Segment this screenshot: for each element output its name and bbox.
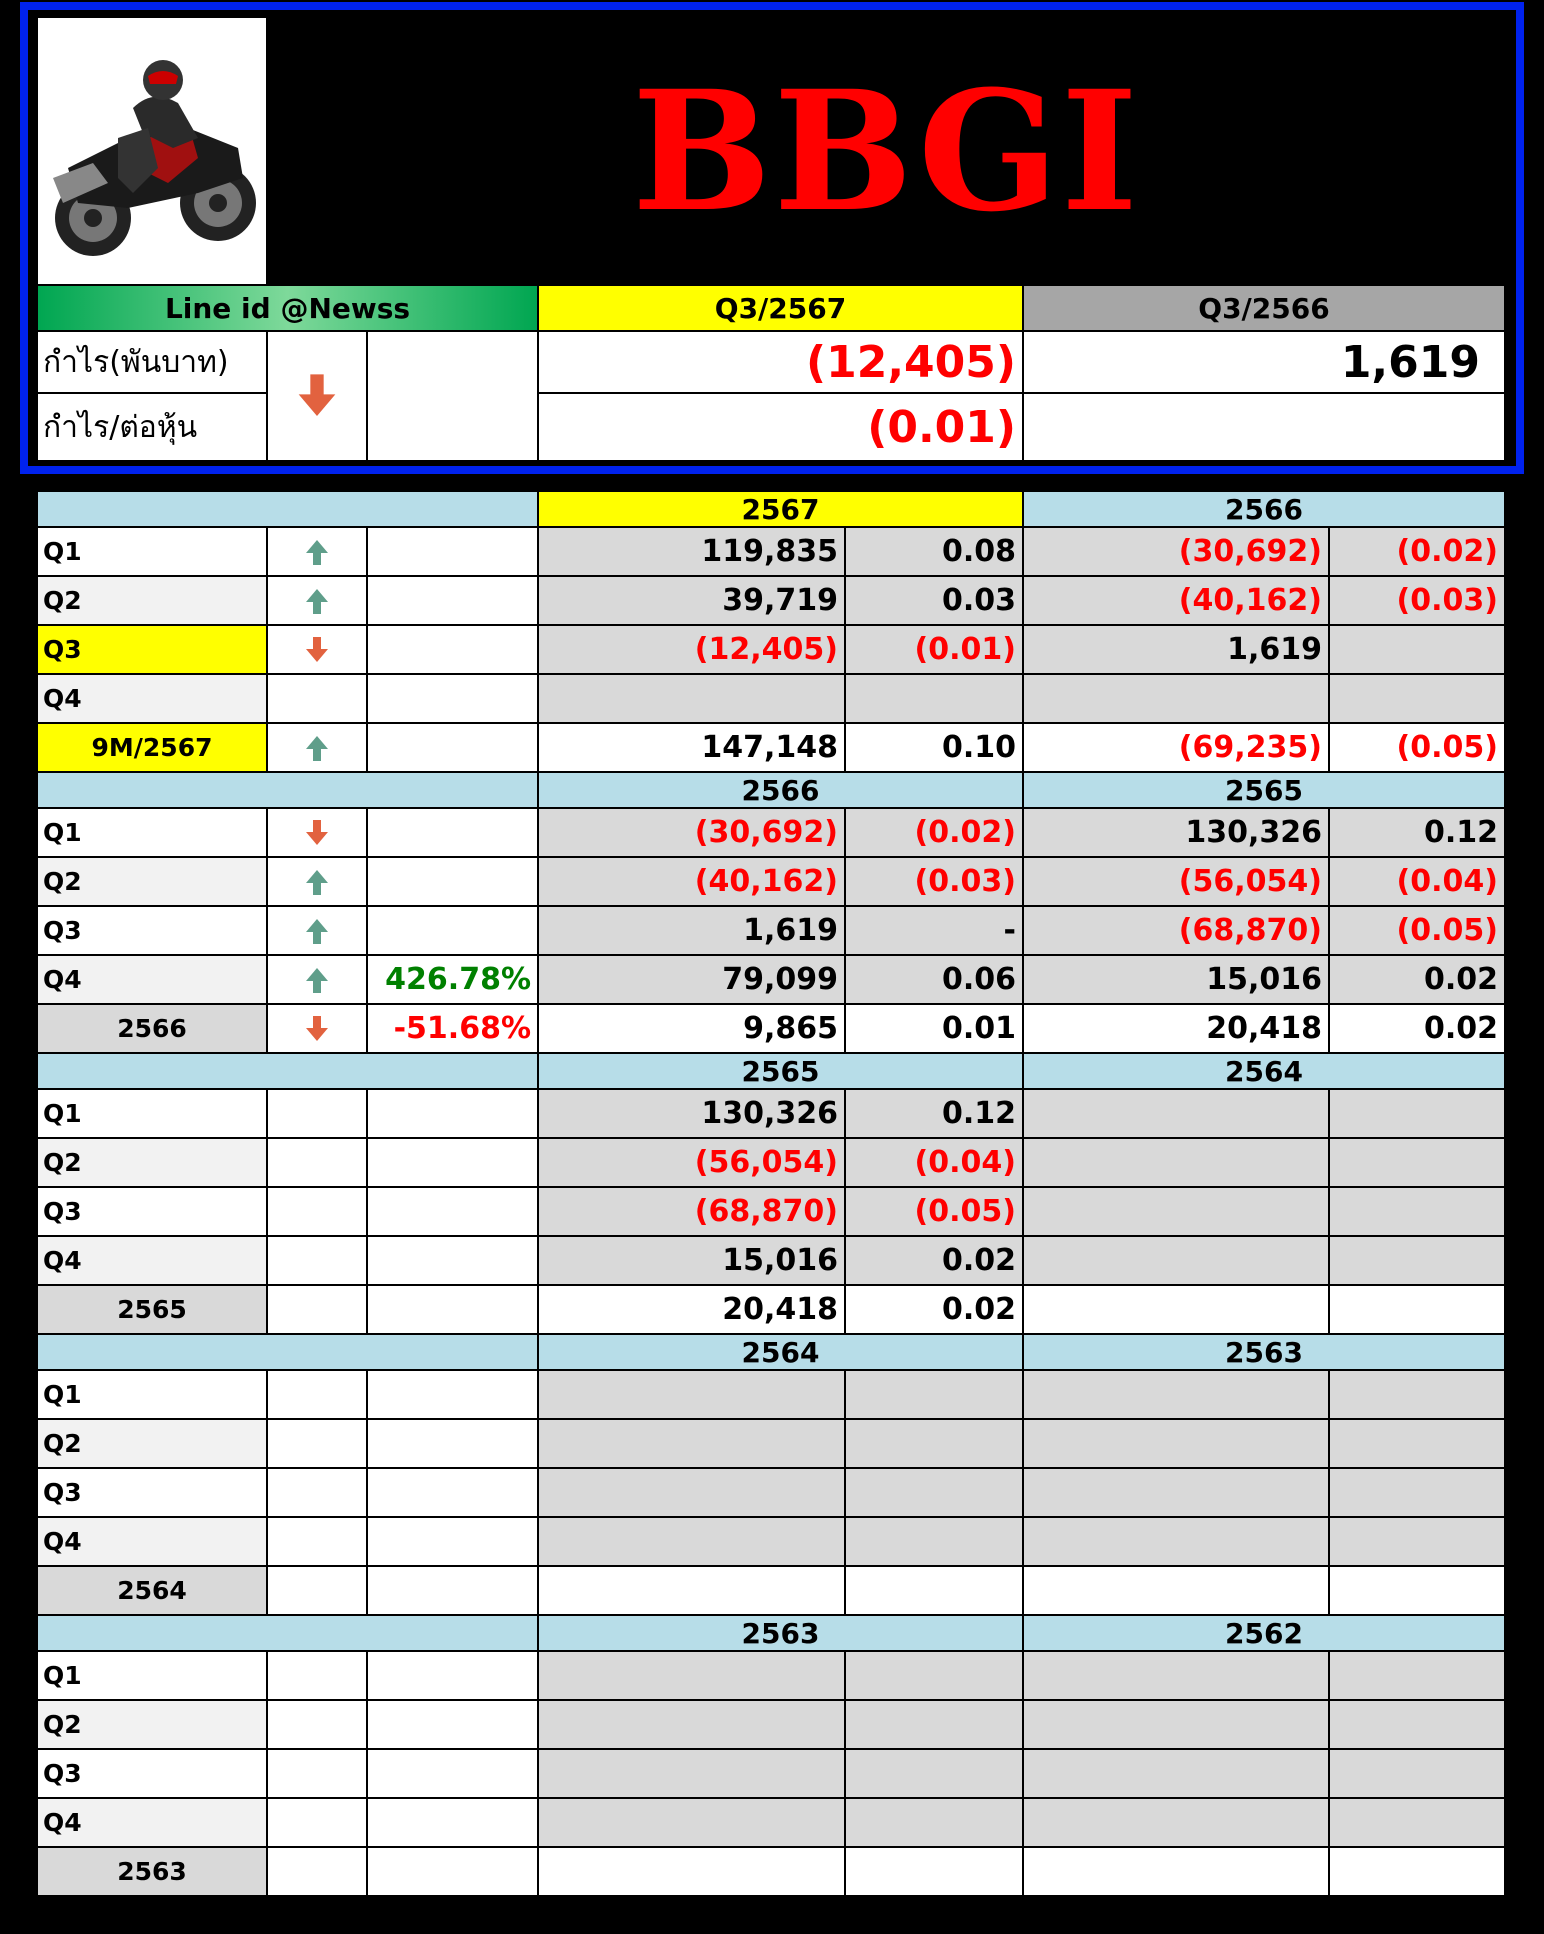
row-label: Q3 xyxy=(37,1749,267,1798)
trend-cell xyxy=(267,857,367,906)
change-percent xyxy=(367,906,538,955)
change-percent xyxy=(367,576,538,625)
profit-previous-value: 1,619 xyxy=(1023,331,1505,393)
change-percent xyxy=(367,1798,538,1847)
profit-value-right xyxy=(1023,1847,1329,1896)
profit-label: กำไร(พันบาท) xyxy=(37,331,267,393)
row-label: Q2 xyxy=(37,1138,267,1187)
profit-value-right xyxy=(1023,1187,1329,1236)
eps-value-left xyxy=(845,1798,1023,1847)
profit-value-left xyxy=(538,1798,845,1847)
row-label: Q4 xyxy=(37,674,267,723)
profit-value-right xyxy=(1023,1285,1329,1334)
eps-value-left xyxy=(845,1468,1023,1517)
trend-cell xyxy=(267,1651,367,1700)
profit-value-left xyxy=(538,1370,845,1419)
eps-value-right xyxy=(1329,674,1505,723)
eps-value-left: (0.04) xyxy=(845,1138,1023,1187)
profit-value-left: 9,865 xyxy=(538,1004,845,1053)
trend-cell xyxy=(267,808,367,857)
profit-value-left: 39,719 xyxy=(538,576,845,625)
row-label: Q3 xyxy=(37,1187,267,1236)
profit-value-left: 79,099 xyxy=(538,955,845,1004)
row-label: Q1 xyxy=(37,1370,267,1419)
eps-value-left: (0.03) xyxy=(845,857,1023,906)
section-header-spacer xyxy=(37,772,538,808)
trend-cell xyxy=(267,527,367,576)
profit-value-left: (56,054) xyxy=(538,1138,845,1187)
profit-value-right: (40,162) xyxy=(1023,576,1329,625)
profit-value-right xyxy=(1023,1468,1329,1517)
section-header-spacer xyxy=(37,1053,538,1089)
trend-cell xyxy=(267,1798,367,1847)
profit-value-right xyxy=(1023,1419,1329,1468)
change-percent xyxy=(367,723,538,772)
change-percent xyxy=(367,1700,538,1749)
profit-value-left: 15,016 xyxy=(538,1236,845,1285)
section-year-left: 2564 xyxy=(538,1334,1023,1370)
eps-value-right: (0.05) xyxy=(1329,723,1505,772)
section-year-left: 2566 xyxy=(538,772,1023,808)
profit-value-left xyxy=(538,1419,845,1468)
change-percent xyxy=(367,674,538,723)
eps-value-right xyxy=(1329,1749,1505,1798)
arrow-up-icon xyxy=(305,735,329,761)
arrow-up-icon xyxy=(305,967,329,993)
change-percent xyxy=(367,1749,538,1798)
trend-cell xyxy=(267,1004,367,1053)
eps-value-left: (0.01) xyxy=(845,625,1023,674)
eps-value-right: (0.05) xyxy=(1329,906,1505,955)
profit-value-left: 119,835 xyxy=(538,527,845,576)
trend-cell xyxy=(267,1700,367,1749)
trend-cell xyxy=(267,1419,367,1468)
section-header-spacer xyxy=(37,1615,538,1651)
row-label: Q2 xyxy=(37,1419,267,1468)
section-year-right: 2565 xyxy=(1023,772,1505,808)
profit-value-right xyxy=(1023,1138,1329,1187)
trend-cell xyxy=(267,1749,367,1798)
profit-value-right xyxy=(1023,1370,1329,1419)
section-year-left: 2565 xyxy=(538,1053,1023,1089)
profit-value-right xyxy=(1023,1517,1329,1566)
eps-value-right xyxy=(1329,1798,1505,1847)
change-percent xyxy=(367,1236,538,1285)
profit-current-value: (12,405) xyxy=(538,331,1023,393)
profit-value-left xyxy=(538,1468,845,1517)
eps-value-right xyxy=(1329,1517,1505,1566)
line-id-label: Line id @Newss xyxy=(37,285,538,331)
row-label: Q1 xyxy=(37,1651,267,1700)
trend-cell xyxy=(267,1089,367,1138)
eps-value-right xyxy=(1329,1187,1505,1236)
profit-value-left: (68,870) xyxy=(538,1187,845,1236)
section-header-spacer xyxy=(37,1334,538,1370)
profit-value-left: 1,619 xyxy=(538,906,845,955)
profit-value-right xyxy=(1023,1798,1329,1847)
profit-value-right: 15,016 xyxy=(1023,955,1329,1004)
trend-cell xyxy=(267,1468,367,1517)
row-label: 2566 xyxy=(37,1004,267,1053)
trend-cell xyxy=(267,1566,367,1615)
section-header-spacer xyxy=(37,491,538,527)
eps-value-right xyxy=(1329,1285,1505,1334)
profit-value-left xyxy=(538,1517,845,1566)
eps-value-left: 0.12 xyxy=(845,1089,1023,1138)
trend-cell xyxy=(267,1187,367,1236)
row-label: 9M/2567 xyxy=(37,723,267,772)
eps-value-right xyxy=(1329,1138,1505,1187)
change-percent: -51.68% xyxy=(367,1004,538,1053)
eps-value-left: (0.02) xyxy=(845,808,1023,857)
profit-value-left xyxy=(538,1749,845,1798)
change-percent xyxy=(367,1566,538,1615)
change-percent xyxy=(367,857,538,906)
profit-value-left: (40,162) xyxy=(538,857,845,906)
trend-cell xyxy=(267,955,367,1004)
row-label: Q3 xyxy=(37,625,267,674)
change-percent xyxy=(367,1847,538,1896)
eps-value-right xyxy=(1329,1468,1505,1517)
profit-value-left: (12,405) xyxy=(538,625,845,674)
profit-value-left xyxy=(538,674,845,723)
eps-value-right xyxy=(1329,1566,1505,1615)
profit-value-left xyxy=(538,1700,845,1749)
eps-value-right xyxy=(1329,1089,1505,1138)
trend-cell xyxy=(267,1285,367,1334)
section-year-right: 2566 xyxy=(1023,491,1505,527)
change-percent xyxy=(367,1419,538,1468)
eps-value-left xyxy=(845,674,1023,723)
change-percent xyxy=(367,1138,538,1187)
eps-value-left xyxy=(845,1566,1023,1615)
change-percent xyxy=(367,1285,538,1334)
profit-value-right: (68,870) xyxy=(1023,906,1329,955)
eps-value-left xyxy=(845,1749,1023,1798)
ticker-title: BBGI xyxy=(631,54,1141,248)
trend-cell xyxy=(267,1138,367,1187)
change-percent xyxy=(367,527,538,576)
profit-value-right xyxy=(1023,1089,1329,1138)
profit-value-left: 20,418 xyxy=(538,1285,845,1334)
eps-value-right xyxy=(1329,1236,1505,1285)
profit-value-left xyxy=(538,1651,845,1700)
change-percent xyxy=(367,1089,538,1138)
profit-value-right: 130,326 xyxy=(1023,808,1329,857)
row-label: Q2 xyxy=(37,576,267,625)
arrow-up-icon xyxy=(305,869,329,895)
row-label: 2563 xyxy=(37,1847,267,1896)
eps-value-left: 0.01 xyxy=(845,1004,1023,1053)
profit-value-right xyxy=(1023,1236,1329,1285)
eps-value-left xyxy=(845,1370,1023,1419)
profit-value-right: (30,692) xyxy=(1023,527,1329,576)
eps-previous-value xyxy=(1023,393,1505,461)
row-label: Q4 xyxy=(37,1236,267,1285)
row-label: Q1 xyxy=(37,1089,267,1138)
eps-value-right: (0.02) xyxy=(1329,527,1505,576)
trend-cell xyxy=(267,1847,367,1896)
eps-current-value: (0.01) xyxy=(538,393,1023,461)
trend-cell xyxy=(267,576,367,625)
profit-value-right xyxy=(1023,1651,1329,1700)
eps-value-left: 0.10 xyxy=(845,723,1023,772)
arrow-up-icon xyxy=(305,539,329,565)
eps-value-left: 0.03 xyxy=(845,576,1023,625)
row-label: Q4 xyxy=(37,955,267,1004)
profit-value-right: 1,619 xyxy=(1023,625,1329,674)
change-percent xyxy=(367,1468,538,1517)
section-year-right: 2563 xyxy=(1023,1334,1505,1370)
current-period-header: Q3/2567 xyxy=(538,285,1023,331)
profit-value-right xyxy=(1023,1700,1329,1749)
trend-cell xyxy=(267,723,367,772)
arrow-down-icon xyxy=(305,820,329,846)
eps-value-right xyxy=(1329,1700,1505,1749)
trend-cell xyxy=(267,1517,367,1566)
arrow-down-icon xyxy=(305,1016,329,1042)
eps-value-left xyxy=(845,1651,1023,1700)
summary-trend-cell xyxy=(267,331,367,461)
eps-value-left: (0.05) xyxy=(845,1187,1023,1236)
profit-value-left: 147,148 xyxy=(538,723,845,772)
row-label: Q4 xyxy=(37,1798,267,1847)
eps-value-right xyxy=(1329,1847,1505,1896)
eps-value-right xyxy=(1329,1651,1505,1700)
profit-value-right xyxy=(1023,1566,1329,1615)
eps-value-right: 0.12 xyxy=(1329,808,1505,857)
row-label: Q1 xyxy=(37,527,267,576)
eps-value-right: (0.04) xyxy=(1329,857,1505,906)
profit-value-left: (30,692) xyxy=(538,808,845,857)
summary-blank-cell xyxy=(367,331,538,461)
profit-value-right: (69,235) xyxy=(1023,723,1329,772)
eps-value-left xyxy=(845,1847,1023,1896)
section-year-right: 2562 xyxy=(1023,1615,1505,1651)
eps-value-left xyxy=(845,1700,1023,1749)
arrow-up-icon xyxy=(305,918,329,944)
change-percent xyxy=(367,1517,538,1566)
section-year-left: 2563 xyxy=(538,1615,1023,1651)
section-year-right: 2564 xyxy=(1023,1053,1505,1089)
row-label: Q2 xyxy=(37,1700,267,1749)
change-percent xyxy=(367,1370,538,1419)
row-label: Q1 xyxy=(37,808,267,857)
row-label: 2565 xyxy=(37,1285,267,1334)
change-percent: 426.78% xyxy=(367,955,538,1004)
change-percent xyxy=(367,808,538,857)
eps-value-right: (0.03) xyxy=(1329,576,1505,625)
trend-cell xyxy=(267,1370,367,1419)
eps-value-left: - xyxy=(845,906,1023,955)
profit-value-right: (56,054) xyxy=(1023,857,1329,906)
eps-value-left: 0.06 xyxy=(845,955,1023,1004)
change-percent xyxy=(367,1187,538,1236)
trend-cell xyxy=(267,1236,367,1285)
arrow-up-icon xyxy=(305,588,329,614)
eps-value-right: 0.02 xyxy=(1329,955,1505,1004)
profit-value-right: 20,418 xyxy=(1023,1004,1329,1053)
arrow-down-icon xyxy=(297,373,337,419)
eps-value-right xyxy=(1329,1370,1505,1419)
row-label: Q3 xyxy=(37,1468,267,1517)
eps-label: กำไร/ต่อหุ้น xyxy=(37,393,267,461)
eps-value-left xyxy=(845,1517,1023,1566)
row-label: Q2 xyxy=(37,857,267,906)
trend-cell xyxy=(267,906,367,955)
trend-cell xyxy=(267,674,367,723)
previous-period-header: Q3/2566 xyxy=(1023,285,1505,331)
arrow-down-icon xyxy=(305,637,329,663)
row-label: 2564 xyxy=(37,1566,267,1615)
eps-value-right xyxy=(1329,625,1505,674)
row-label: Q4 xyxy=(37,1517,267,1566)
eps-value-left: 0.08 xyxy=(845,527,1023,576)
eps-value-left xyxy=(845,1419,1023,1468)
section-year-left: 2567 xyxy=(538,491,1023,527)
change-percent xyxy=(367,1651,538,1700)
eps-value-left: 0.02 xyxy=(845,1236,1023,1285)
eps-value-right xyxy=(1329,1419,1505,1468)
profit-value-right xyxy=(1023,674,1329,723)
profit-value-right xyxy=(1023,1749,1329,1798)
eps-value-right: 0.02 xyxy=(1329,1004,1505,1053)
profit-value-left xyxy=(538,1847,845,1896)
profit-value-left xyxy=(538,1566,845,1615)
row-label: Q3 xyxy=(37,906,267,955)
motorcycle-logo xyxy=(37,17,267,285)
trend-cell xyxy=(267,625,367,674)
profit-value-left: 130,326 xyxy=(538,1089,845,1138)
change-percent xyxy=(367,625,538,674)
eps-value-left: 0.02 xyxy=(845,1285,1023,1334)
